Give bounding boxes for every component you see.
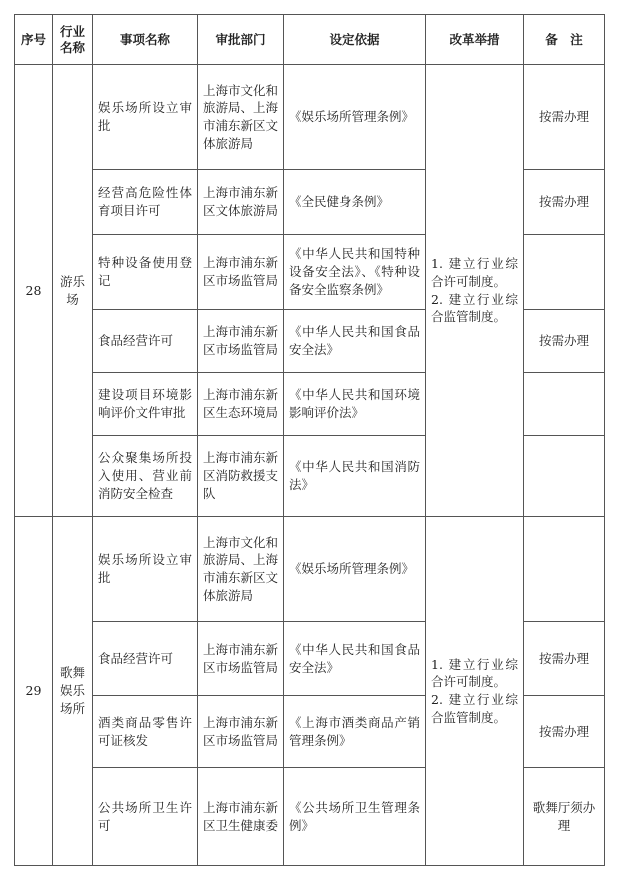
item-cell: 食品经营许可: [93, 622, 198, 696]
header-item: 事项名称: [93, 15, 198, 65]
reform-cell: 1. 建立行业综合许可制度。 2. 建立行业综合监管制度。: [426, 517, 524, 866]
basis-cell: 《上海市酒类商品产销管理条例》: [284, 696, 426, 768]
table-row: [15, 65, 605, 170]
note-cell: [524, 436, 605, 517]
basis-cell: 《中华人民共和国食品安全法》: [284, 310, 426, 373]
item-cell: 经营高危险性体育项目许可: [93, 170, 198, 235]
basis-cell: 《中华人民共和国特种设备安全法》、《特种设备安全监察条例》: [284, 235, 426, 310]
header-seq: 序号: [15, 15, 53, 65]
dept-cell: 上海市浦东新区市场监管局: [198, 696, 284, 768]
basis-cell: 《娱乐场所管理条例》: [284, 517, 426, 622]
note-cell: [524, 517, 605, 622]
item-cell: 建设项目环境影响评价文件审批: [93, 373, 198, 436]
header-dept: 审批部门: [198, 15, 284, 65]
dept-cell: 上海市浦东新区消防救援支队: [198, 436, 284, 517]
item-cell: 特种设备使用登记: [93, 235, 198, 310]
basis-cell: 《中华人民共和国消防法》: [284, 436, 426, 517]
item-cell: 酒类商品零售许可证核发: [93, 696, 198, 768]
dept-cell: 上海市文化和旅游局、上海市浦东新区文体旅游局: [198, 517, 284, 622]
note-cell: 按需办理: [524, 310, 605, 373]
seq-cell: 29: [15, 517, 53, 866]
basis-cell: 《中华人民共和国食品安全法》: [284, 622, 426, 696]
dept-cell: 上海市浦东新区市场监管局: [198, 310, 284, 373]
dept-cell: 上海市浦东新区生态环境局: [198, 373, 284, 436]
basis-cell: 《中华人民共和国环境影响评价法》: [284, 373, 426, 436]
reform-cell: 1. 建立行业综合许可制度。 2. 建立行业综合监管制度。: [426, 65, 524, 517]
note-cell: 按需办理: [524, 696, 605, 768]
item-cell: 食品经营许可: [93, 310, 198, 373]
item-cell: 娱乐场所设立审批: [93, 65, 198, 170]
basis-cell: 《全民健身条例》: [284, 170, 426, 235]
header-industry: 行业名称: [53, 15, 93, 65]
note-cell: [524, 235, 605, 310]
note-cell: 歌舞厅须办理: [524, 768, 605, 866]
industry-cell: 歌舞娱乐场所: [53, 517, 93, 866]
basis-cell: 《公共场所卫生管理条例》: [284, 768, 426, 866]
note-cell: [524, 373, 605, 436]
header-note: 备 注: [524, 15, 605, 65]
basis-cell: 《娱乐场所管理条例》: [284, 65, 426, 170]
note-cell: 按需办理: [524, 65, 605, 170]
dept-cell: 上海市文化和旅游局、上海市浦东新区文体旅游局: [198, 65, 284, 170]
note-cell: 按需办理: [524, 622, 605, 696]
industry-cell: 游乐场: [53, 65, 93, 517]
dept-cell: 上海市浦东新区卫生健康委: [198, 768, 284, 866]
item-cell: 娱乐场所设立审批: [93, 517, 198, 622]
header-row: [15, 15, 605, 65]
dept-cell: 上海市浦东新区文体旅游局: [198, 170, 284, 235]
item-cell: 公众聚集场所投入使用、营业前消防安全检查: [93, 436, 198, 517]
item-cell: 公共场所卫生许可: [93, 768, 198, 866]
note-cell: 按需办理: [524, 170, 605, 235]
dept-cell: 上海市浦东新区市场监管局: [198, 235, 284, 310]
reform-table: [14, 14, 605, 866]
header-reform: 改革举措: [426, 15, 524, 65]
seq-cell: 28: [15, 65, 53, 517]
header-basis: 设定依据: [284, 15, 426, 65]
dept-cell: 上海市浦东新区市场监管局: [198, 622, 284, 696]
table-row: [15, 517, 605, 622]
